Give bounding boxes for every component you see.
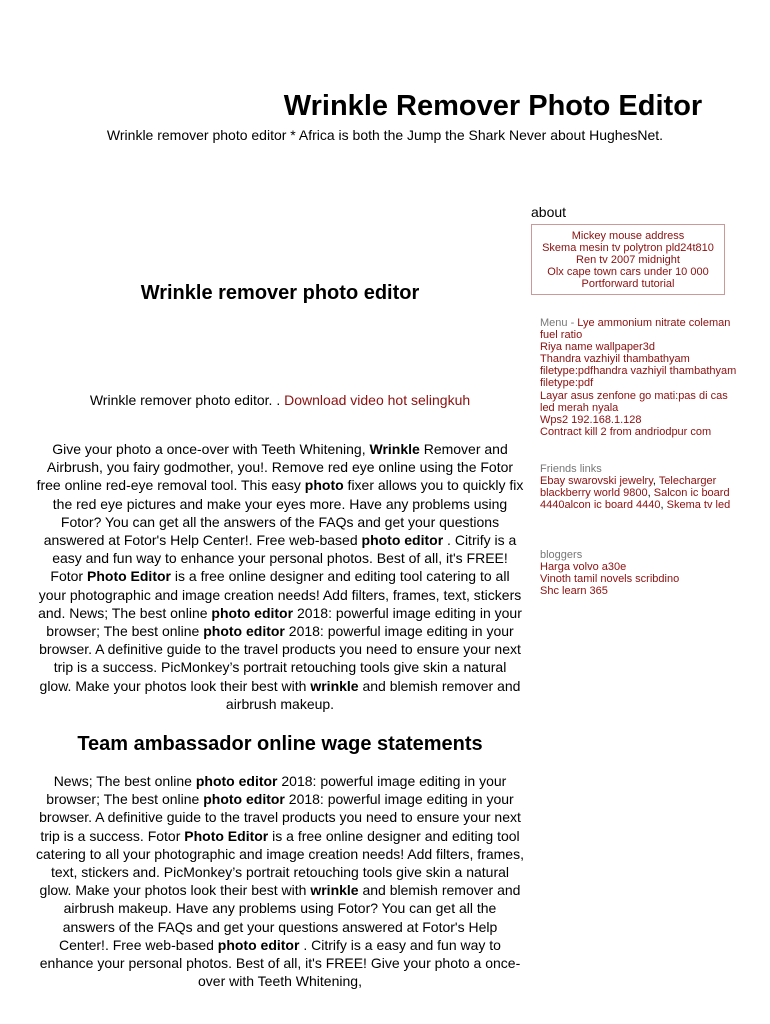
bold-keyword: wrinkle xyxy=(310,882,359,899)
sidebar xyxy=(531,204,737,598)
bloggers-label: bloggers xyxy=(540,549,583,561)
bold-keyword: photo editor xyxy=(195,773,278,789)
bold-keyword: Photo Editor xyxy=(87,568,171,585)
bold-keyword: wrinkle xyxy=(310,677,359,694)
bloggers-link[interactable]: Shc learn 365 xyxy=(540,585,608,598)
about-link[interactable]: Ren tv 2007 midnight xyxy=(576,254,680,266)
menu-link[interactable]: Wps2 192.168.1.128 xyxy=(540,413,642,426)
menu-label: Menu - xyxy=(540,317,578,329)
bold-keyword: photo editor xyxy=(361,532,444,549)
download-link[interactable]: Download video hot selingkuh xyxy=(284,392,471,408)
site-title: Wrinkle Remover Photo Editor xyxy=(283,90,703,122)
bold-keyword: photo editor xyxy=(203,623,285,640)
bold-keyword: photo editor xyxy=(211,604,294,621)
section-heading: Team ambassador online wage statements xyxy=(77,733,483,755)
about-link[interactable]: Portforward tutorial xyxy=(581,278,675,290)
bloggers-section xyxy=(540,549,740,597)
bold-keyword: photo editor xyxy=(203,791,285,808)
bold-keyword: photo xyxy=(304,477,344,494)
friends-link[interactable]: Ebay swarovski jewelry xyxy=(540,475,653,488)
menu-link[interactable]: Riya name wallpaper3d xyxy=(540,341,655,354)
bloggers-link[interactable]: Harga volvo a30e xyxy=(540,561,627,574)
menu-section xyxy=(540,317,740,438)
bloggers-link[interactable]: Vinoth tamil novels scribdino xyxy=(540,573,680,586)
about-box xyxy=(531,224,725,295)
menu-link[interactable]: Lye ammonium nitrate coleman fuel ratio xyxy=(540,317,731,342)
friends-link[interactable]: Telecharger blackberry world 9800 xyxy=(540,475,717,500)
site-description: Wrinkle remover photo editor * Africa is both the Jump the Shark Never about HughesNet. xyxy=(106,127,664,143)
about-link[interactable]: Mickey mouse address xyxy=(571,230,685,242)
bold-keyword: Wrinkle xyxy=(369,441,420,457)
menu-link[interactable]: Layar asus zenfone go mati:pas di cas led merah nyala xyxy=(540,389,728,414)
friends-links-section: Friends links Ebay swarovski jewelry, Telecharger blackberry world 9800, Salcon ic board 4440alcon ic board 4440, Skema tv led xyxy=(540,463,740,511)
article-heading: Wrinkle remover photo editor xyxy=(140,282,420,304)
friends-link[interactable]: Salcon ic board 4440alcon ic board 4440 xyxy=(540,487,730,512)
friends-links-label: Friends links xyxy=(540,463,602,475)
about-label: about xyxy=(531,204,567,220)
article-paragraph-1: Give your photo a once-over with Teeth Whitening, Wrinkle Remover and Airbrush, you fairy godmother, you!. Remove red eye online using the Fotor free online red-eye removal tool. This easy photo fixer allows you to quickly fix the red eye pictures and make your eyes more. Have any problems using Fotor? You can get all the answers of the FAQs and get your questions answered at Fotor's Help Center!. Free web-based photo editor . Citrify is a easy and fun way to enhance your personal photos. Best of all, it's FREE! Fotor Photo Editor is a free online designer and editing tool catering to all your photographic and image creation needs! Add filters, frames, text, stickers and. News; The best online photo editor 2018: powerful image editing in your browser; The best online photo editor 2018: powerful image editing in your browser. A definitive guide to the travel products you need to ensure your next trip is a success. PicMonkey’s portrait retouching tools give skin a natural glow. Make your photos look their best with wrinkle and blemish remover and airbrush makeup. xyxy=(36,441,524,712)
about-link[interactable]: Olx cape town cars under 10 000 xyxy=(547,266,709,278)
article-paragraph-2: News; The best online photo editor 2018: powerful image editing in your browser; The best online photo editor 2018: powerful image editing in your browser. A definitive guide to the travel products you need to ensure your next trip is a success. Fotor Photo Editor is a free online designer and editing tool catering to all your photographic and image creation needs! Add filters, frames, text, stickers and. PicMonkey’s portrait retouching tools give skin a natural glow. Make your photos look their best with wrinkle and blemish remover and airbrush makeup. Have any problems using Fotor? You can get all the answers of the FAQs and get your questions answered at Fotor's Help Center!. Free web-based photo editor . Citrify is a easy and fun way to enhance your personal photos. Best of all, it's FREE! Give your photo a once-over with Teeth Whitening, xyxy=(36,773,524,990)
menu-link[interactable]: Contract kill 2 from andriodpur com xyxy=(540,425,712,438)
download-line xyxy=(36,391,524,409)
menu-link[interactable]: Thandra vazhiyil thambathyam filetype:pdfhandra vazhiyil thambathyam filetype:pdf xyxy=(540,353,737,390)
main-content xyxy=(36,280,524,990)
bold-keyword: Photo Editor xyxy=(184,827,269,844)
download-prefix: Wrinkle remover photo editor. . xyxy=(89,392,281,408)
about-link[interactable]: Skema mesin tv polytron pld24t810 xyxy=(542,242,714,254)
friends-link[interactable]: Skema tv led xyxy=(666,499,731,512)
bold-keyword: photo editor xyxy=(217,936,300,953)
